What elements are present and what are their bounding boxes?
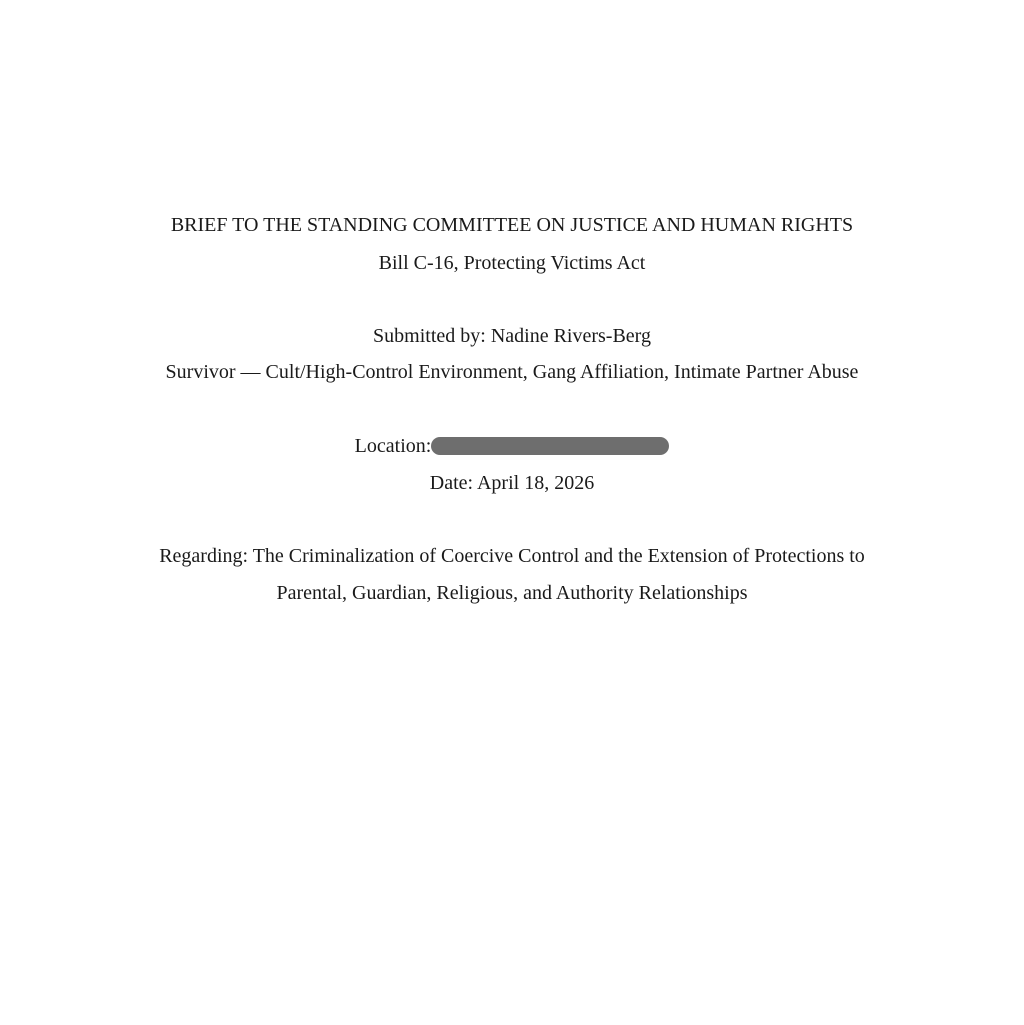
regarding-line-1: Regarding: The Criminalization of Coercive Control and the Extension of Protections to [159, 545, 865, 567]
location-line [0, 434, 1024, 458]
location-wrap [355, 434, 670, 458]
regarding-line-2: Parental, Guardian, Religious, and Authority Relationships [276, 582, 748, 604]
survivor-description: Survivor — Cult/High-Control Environment, Gang Affiliation, Intimate Partner Abuse [165, 361, 859, 383]
location-label: Location: [354, 435, 432, 457]
location-redaction-bar [431, 437, 669, 455]
document-title: BRIEF TO THE STANDING COMMITTEE ON JUSTICE AND HUMAN RIGHTS [170, 214, 854, 236]
submission-date: Date: April 18, 2026 [429, 472, 595, 494]
bill-name: Bill C-16, Protecting Victims Act [378, 252, 646, 274]
submitted-by: Submitted by: Nadine Rivers-Berg [373, 325, 651, 347]
